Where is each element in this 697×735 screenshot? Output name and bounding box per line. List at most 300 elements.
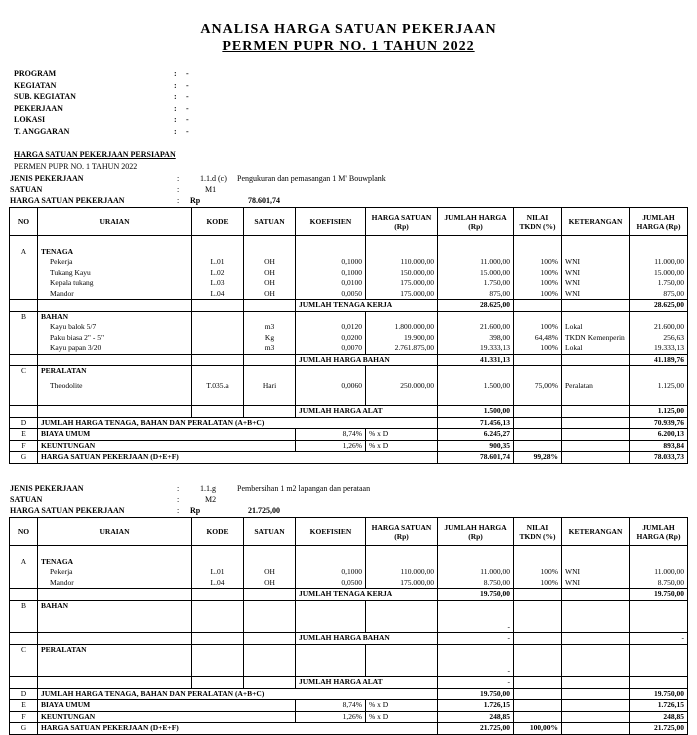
job2-name: Pembersihan 1 m2 lapangan dan perataan bbox=[237, 484, 371, 493]
table-cell bbox=[562, 354, 630, 366]
table-cell bbox=[514, 417, 562, 429]
table-cell: JUMLAH HARGA (Rp) bbox=[438, 518, 514, 546]
table-cell: 78.033,73 bbox=[630, 452, 688, 464]
table-cell: 8.750,00 bbox=[438, 578, 514, 589]
table-cell bbox=[38, 236, 192, 247]
total-row-d bbox=[10, 417, 688, 429]
table-cell bbox=[244, 600, 296, 611]
table-row bbox=[10, 289, 688, 300]
total-row-g bbox=[10, 452, 688, 464]
table-cell bbox=[192, 354, 244, 366]
table-cell bbox=[296, 247, 366, 258]
table-cell bbox=[366, 311, 438, 322]
table-cell: 11.000,00 bbox=[630, 567, 688, 578]
table-cell bbox=[514, 711, 562, 723]
subtotal-row bbox=[10, 406, 688, 418]
table-cell bbox=[10, 622, 38, 633]
table-cell: F bbox=[10, 711, 38, 723]
table-cell bbox=[296, 622, 366, 633]
table-cell bbox=[10, 343, 38, 354]
table-cell: m3 bbox=[244, 322, 296, 333]
table-cell bbox=[296, 655, 366, 666]
table-row bbox=[10, 611, 688, 622]
table-row bbox=[10, 546, 688, 557]
table-cell bbox=[562, 589, 630, 601]
col-harga-satuan: HARGA SATUAN (Rp) bbox=[366, 208, 438, 236]
table-cell bbox=[366, 557, 438, 568]
job1-satuan-label: SATUAN bbox=[10, 185, 43, 194]
table-cell bbox=[562, 366, 630, 377]
table-cell bbox=[562, 655, 630, 666]
table-cell: 1.726,15 bbox=[438, 700, 514, 712]
table-cell bbox=[438, 546, 514, 557]
table-cell: 0,1000 bbox=[296, 257, 366, 268]
table-cell bbox=[562, 633, 630, 645]
table-cell: 175.000,00 bbox=[366, 278, 438, 289]
total-row-f bbox=[10, 440, 688, 452]
table-cell bbox=[192, 633, 244, 645]
table-cell bbox=[438, 600, 514, 611]
table-cell bbox=[630, 600, 688, 611]
table-cell bbox=[562, 417, 630, 429]
table-cell: 250.000,00 bbox=[366, 377, 438, 395]
table-cell: 1.750,00 bbox=[438, 278, 514, 289]
table-cell: NO bbox=[10, 518, 38, 546]
col-keterangan: KETERANGAN bbox=[562, 208, 630, 236]
table-cell bbox=[244, 655, 296, 666]
table-cell: C bbox=[10, 644, 38, 655]
table-cell bbox=[10, 406, 38, 418]
table-cell: 6.200,13 bbox=[630, 429, 688, 441]
info-row: KEGIATAN : - bbox=[14, 80, 189, 90]
table-cell bbox=[38, 395, 192, 406]
job1-code: 1.1.d (c) bbox=[200, 174, 227, 183]
page-subtitle: PERMEN PUPR NO. 1 TAHUN 2022 bbox=[222, 39, 475, 54]
subtotal-row bbox=[10, 633, 688, 645]
table-cell bbox=[38, 354, 192, 366]
table-cell bbox=[38, 655, 192, 666]
table-row bbox=[10, 322, 688, 333]
table-cell bbox=[514, 300, 562, 312]
table-cell: 100% bbox=[514, 268, 562, 279]
table-cell: NILAI TKDN (%) bbox=[514, 518, 562, 546]
job2-price: 21.725,00 bbox=[248, 506, 280, 515]
table-cell bbox=[192, 589, 244, 601]
table-cell bbox=[10, 300, 38, 312]
table-cell: BIAYA UMUM bbox=[38, 700, 296, 712]
info-block bbox=[14, 68, 189, 138]
table-cell bbox=[192, 557, 244, 568]
table-row bbox=[10, 333, 688, 344]
table-cell bbox=[562, 429, 630, 441]
info-row: T. ANGGARAN : - bbox=[14, 126, 189, 136]
table-cell: C bbox=[10, 366, 38, 377]
table-cell: - bbox=[438, 622, 514, 633]
table-cell: 15.000,00 bbox=[438, 268, 514, 279]
table-cell: 0,0070 bbox=[296, 343, 366, 354]
table-cell bbox=[514, 366, 562, 377]
table-cell bbox=[562, 546, 630, 557]
table-cell: 6.245,27 bbox=[438, 429, 514, 441]
table-cell: Mandor bbox=[38, 289, 192, 300]
table-cell: SATUAN bbox=[244, 518, 296, 546]
table-cell: Lokal bbox=[562, 322, 630, 333]
table-cell bbox=[192, 622, 244, 633]
table-cell bbox=[38, 300, 192, 312]
table-cell bbox=[10, 677, 38, 689]
table-cell: 100,00% bbox=[514, 723, 562, 735]
table-cell bbox=[38, 546, 192, 557]
table-cell bbox=[630, 366, 688, 377]
table-cell bbox=[438, 644, 514, 655]
table-cell: 1.125,00 bbox=[630, 377, 688, 395]
job1-name: Pengukuran dan pemasangan 1 M' Bouwplank bbox=[237, 174, 386, 183]
col-satuan: SATUAN bbox=[244, 208, 296, 236]
table-cell: 19.750,00 bbox=[630, 589, 688, 601]
table-cell bbox=[296, 546, 366, 557]
table-cell: 100% bbox=[514, 257, 562, 268]
table-cell: 19.333,13 bbox=[630, 343, 688, 354]
table-cell: JUMLAH HARGA (Rp) bbox=[630, 518, 688, 546]
table-cell bbox=[10, 377, 38, 395]
table-cell: 100% bbox=[514, 322, 562, 333]
table-row bbox=[10, 622, 688, 633]
table-cell: WNI bbox=[562, 289, 630, 300]
table-cell bbox=[366, 644, 438, 655]
table-cell bbox=[244, 300, 296, 312]
table-cell: 1,26% bbox=[296, 711, 366, 723]
table-row bbox=[10, 578, 688, 589]
table-cell: WNI bbox=[562, 257, 630, 268]
table-cell bbox=[438, 557, 514, 568]
table-cell bbox=[296, 644, 366, 655]
table-cell bbox=[514, 589, 562, 601]
table-cell: A bbox=[10, 247, 38, 258]
table-cell bbox=[192, 300, 244, 312]
section-subtitle: PERMEN PUPR NO. 1 TAHUN 2022 bbox=[14, 162, 138, 171]
table-cell bbox=[630, 622, 688, 633]
table-cell: 8,74% bbox=[296, 700, 366, 712]
table-cell: Kg bbox=[244, 333, 296, 344]
table-cell bbox=[192, 395, 244, 406]
table-cell bbox=[514, 311, 562, 322]
table-cell bbox=[562, 440, 630, 452]
table-cell bbox=[366, 666, 438, 677]
table-cell bbox=[38, 611, 192, 622]
info-row: LOKASI : - bbox=[14, 115, 189, 125]
table-cell: 1.500,00 bbox=[438, 377, 514, 395]
table-cell bbox=[366, 655, 438, 666]
table-cell: KETERANGAN bbox=[562, 518, 630, 546]
table-cell bbox=[10, 289, 38, 300]
group-row-c bbox=[10, 644, 688, 655]
table-cell: 75,00% bbox=[514, 377, 562, 395]
table-cell bbox=[38, 633, 192, 645]
table-cell: 70.939,76 bbox=[630, 417, 688, 429]
group-row-c bbox=[10, 366, 688, 377]
table-cell: TENAGA bbox=[38, 247, 192, 258]
total-row-g bbox=[10, 723, 688, 735]
table-cell: 175.000,00 bbox=[366, 289, 438, 300]
table-cell: 100% bbox=[514, 343, 562, 354]
table-cell: - bbox=[438, 677, 514, 689]
table-cell: 41.189,76 bbox=[630, 354, 688, 366]
table-cell bbox=[366, 611, 438, 622]
table-cell bbox=[10, 395, 38, 406]
table-cell: WNI bbox=[562, 278, 630, 289]
table-cell bbox=[514, 440, 562, 452]
table-cell: L.01 bbox=[192, 567, 244, 578]
table-cell bbox=[366, 546, 438, 557]
table-cell bbox=[192, 236, 244, 247]
table-cell: Peralatan bbox=[562, 377, 630, 395]
table-cell bbox=[514, 666, 562, 677]
job1-jenis-label: JENIS PEKERJAAN bbox=[10, 174, 84, 183]
table-cell: 19.333,13 bbox=[438, 343, 514, 354]
table-cell bbox=[562, 688, 630, 700]
table-cell bbox=[244, 622, 296, 633]
table-cell bbox=[438, 395, 514, 406]
table-cell: JUMLAH HARGA TENAGA, BAHAN DAN PERALATAN (A+B+C) bbox=[38, 417, 438, 429]
table-cell: m3 bbox=[244, 343, 296, 354]
info-row: SUB. KEGIATAN : - bbox=[14, 92, 189, 102]
col-jumlah-harga-2: JUMLAH HARGA (Rp) bbox=[630, 208, 688, 236]
table-cell bbox=[244, 236, 296, 247]
table-cell bbox=[514, 644, 562, 655]
table-cell: Kayu papan 3/20 bbox=[38, 343, 192, 354]
table-cell: WNI bbox=[562, 578, 630, 589]
table-cell: 71.456,13 bbox=[438, 417, 514, 429]
job1-unit: M1 bbox=[205, 185, 217, 194]
table-cell bbox=[244, 546, 296, 557]
table-cell: JUMLAH HARGA BAHAN bbox=[296, 633, 438, 645]
table-cell bbox=[244, 366, 296, 377]
table-cell bbox=[514, 354, 562, 366]
table-row bbox=[10, 655, 688, 666]
table-cell bbox=[244, 589, 296, 601]
table-cell: Hari bbox=[244, 377, 296, 395]
table-cell bbox=[514, 546, 562, 557]
table-cell: 893,84 bbox=[630, 440, 688, 452]
table-cell bbox=[366, 247, 438, 258]
table-cell: 11.000,00 bbox=[630, 257, 688, 268]
table-cell: KOEFISIEN bbox=[296, 518, 366, 546]
subtotal-row bbox=[10, 300, 688, 312]
table-cell bbox=[562, 236, 630, 247]
table-cell bbox=[10, 257, 38, 268]
group-row-b bbox=[10, 600, 688, 611]
table-cell bbox=[192, 343, 244, 354]
table-cell: 21.725,00 bbox=[630, 723, 688, 735]
table-row bbox=[10, 395, 688, 406]
table-cell: A bbox=[10, 557, 38, 568]
table-cell: HARGA SATUAN (Rp) bbox=[366, 518, 438, 546]
table-cell: 1.750,00 bbox=[630, 278, 688, 289]
table-cell: 0,0100 bbox=[296, 278, 366, 289]
table-cell: OH bbox=[244, 567, 296, 578]
table-cell: % x D bbox=[366, 429, 438, 441]
table-cell bbox=[296, 600, 366, 611]
job2-code: 1.1.g bbox=[200, 484, 216, 493]
table-cell bbox=[630, 611, 688, 622]
table-cell bbox=[630, 236, 688, 247]
col-jumlah-harga: JUMLAH HARGA (Rp) bbox=[438, 208, 514, 236]
table-cell: 150.000,00 bbox=[366, 268, 438, 279]
table-cell bbox=[366, 236, 438, 247]
table-cell bbox=[514, 688, 562, 700]
table-cell bbox=[10, 655, 38, 666]
table-cell bbox=[562, 311, 630, 322]
table-cell: Pekerja bbox=[38, 257, 192, 268]
table-row bbox=[10, 377, 688, 395]
table-cell bbox=[562, 700, 630, 712]
table-cell: 99,28% bbox=[514, 452, 562, 464]
table-cell: BAHAN bbox=[38, 600, 192, 611]
table-cell: KODE bbox=[192, 518, 244, 546]
page-title: ANALISA HARGA SATUAN PEKERJAAN bbox=[200, 22, 497, 37]
table-cell bbox=[514, 611, 562, 622]
table-cell: HARGA SATUAN PEKERJAAN (D+E+F) bbox=[38, 452, 438, 464]
table-cell bbox=[438, 247, 514, 258]
table-cell: 0,0200 bbox=[296, 333, 366, 344]
subtotal-row bbox=[10, 589, 688, 601]
table-cell bbox=[630, 247, 688, 258]
table-row bbox=[10, 567, 688, 578]
job2-unit: M2 bbox=[205, 495, 217, 504]
table-cell: 110.000,00 bbox=[366, 567, 438, 578]
table-cell: Lokal bbox=[562, 343, 630, 354]
table-cell bbox=[366, 395, 438, 406]
col-kode: KODE bbox=[192, 208, 244, 236]
table-cell: - bbox=[438, 633, 514, 645]
table-cell bbox=[244, 644, 296, 655]
table-cell: 1.500,00 bbox=[438, 406, 514, 418]
table-cell: Theodolite bbox=[38, 377, 192, 395]
table-cell bbox=[38, 677, 192, 689]
table-cell: % x D bbox=[366, 700, 438, 712]
table-cell: 875,00 bbox=[630, 289, 688, 300]
table-cell bbox=[38, 666, 192, 677]
table-cell: 398,00 bbox=[438, 333, 514, 344]
table-cell: 0,0500 bbox=[296, 578, 366, 589]
table-cell: % x D bbox=[366, 711, 438, 723]
table-cell bbox=[244, 354, 296, 366]
table-cell: JUMLAH HARGA TENAGA, BAHAN DAN PERALATAN (A+B+C) bbox=[38, 688, 438, 700]
table-cell: 21.600,00 bbox=[630, 322, 688, 333]
table-cell: 0,1000 bbox=[296, 567, 366, 578]
table-cell bbox=[244, 633, 296, 645]
subtotal-row bbox=[10, 354, 688, 366]
table-cell bbox=[38, 622, 192, 633]
table-cell: OH bbox=[244, 278, 296, 289]
table-cell: G bbox=[10, 452, 38, 464]
table-cell: PERALATAN bbox=[38, 366, 192, 377]
table-cell: 100% bbox=[514, 278, 562, 289]
table-cell: OH bbox=[244, 257, 296, 268]
col-koefisien: KOEFISIEN bbox=[296, 208, 366, 236]
table-cell bbox=[192, 655, 244, 666]
table-cell bbox=[562, 600, 630, 611]
table-cell bbox=[244, 557, 296, 568]
table-cell bbox=[562, 395, 630, 406]
table-row bbox=[10, 343, 688, 354]
table-cell: L.02 bbox=[192, 268, 244, 279]
table-cell bbox=[192, 333, 244, 344]
table-cell: 110.000,00 bbox=[366, 257, 438, 268]
info-row: PROGRAM : - bbox=[14, 69, 189, 78]
table-cell: 28.625,00 bbox=[630, 300, 688, 312]
table-cell: 19.750,00 bbox=[438, 589, 514, 601]
table-cell: 21.600,00 bbox=[438, 322, 514, 333]
table-cell bbox=[296, 666, 366, 677]
table-cell bbox=[244, 677, 296, 689]
table-cell: PERALATAN bbox=[38, 644, 192, 655]
table-cell bbox=[514, 700, 562, 712]
job2-satuan-label: SATUAN bbox=[10, 495, 43, 504]
table-cell: 175.000,00 bbox=[366, 578, 438, 589]
table-cell bbox=[366, 600, 438, 611]
table-cell: OH bbox=[244, 289, 296, 300]
col-no: NO bbox=[10, 208, 38, 236]
table-row bbox=[10, 268, 688, 279]
table-cell: OH bbox=[244, 268, 296, 279]
table-cell bbox=[562, 644, 630, 655]
table-cell: WNI bbox=[562, 268, 630, 279]
table-cell: E bbox=[10, 429, 38, 441]
table-cell: JUMLAH TENAGA KERJA bbox=[296, 589, 438, 601]
table-cell bbox=[438, 655, 514, 666]
table-cell: F bbox=[10, 440, 38, 452]
table-cell bbox=[562, 666, 630, 677]
table-cell: 0,1000 bbox=[296, 268, 366, 279]
table-cell: OH bbox=[244, 578, 296, 589]
ahs-table-2 bbox=[9, 517, 688, 735]
table-cell bbox=[38, 589, 192, 601]
table-cell: 875,00 bbox=[438, 289, 514, 300]
table-cell bbox=[514, 677, 562, 689]
table-cell: 19.750,00 bbox=[630, 688, 688, 700]
table-cell: 1.800.000,00 bbox=[366, 322, 438, 333]
table-cell: 19.750,00 bbox=[438, 688, 514, 700]
table-cell bbox=[514, 236, 562, 247]
table-cell bbox=[244, 666, 296, 677]
table-cell: 8,74% bbox=[296, 429, 366, 441]
table-cell: 248,85 bbox=[630, 711, 688, 723]
table-cell bbox=[192, 322, 244, 333]
table-row bbox=[10, 666, 688, 677]
table-cell: JUMLAH HARGA ALAT bbox=[296, 406, 438, 418]
table-cell: BIAYA UMUM bbox=[38, 429, 296, 441]
table-cell: 8.750,00 bbox=[630, 578, 688, 589]
table-cell bbox=[514, 600, 562, 611]
table-row bbox=[10, 257, 688, 268]
section-title: HARGA SATUAN PEKERJAAN PERSIAPAN bbox=[14, 150, 176, 159]
table-cell bbox=[630, 395, 688, 406]
table-cell bbox=[192, 247, 244, 258]
table-cell: B bbox=[10, 600, 38, 611]
ahs-table-1 bbox=[9, 207, 688, 464]
table-cell bbox=[630, 546, 688, 557]
table-cell bbox=[630, 666, 688, 677]
table-cell bbox=[192, 311, 244, 322]
table-cell: 256,63 bbox=[630, 333, 688, 344]
table-cell bbox=[10, 633, 38, 645]
table-cell: 15.000,00 bbox=[630, 268, 688, 279]
table-cell: KEUNTUNGAN bbox=[38, 440, 296, 452]
table-cell bbox=[630, 677, 688, 689]
table-cell bbox=[192, 611, 244, 622]
table-cell: Pekerja bbox=[38, 567, 192, 578]
